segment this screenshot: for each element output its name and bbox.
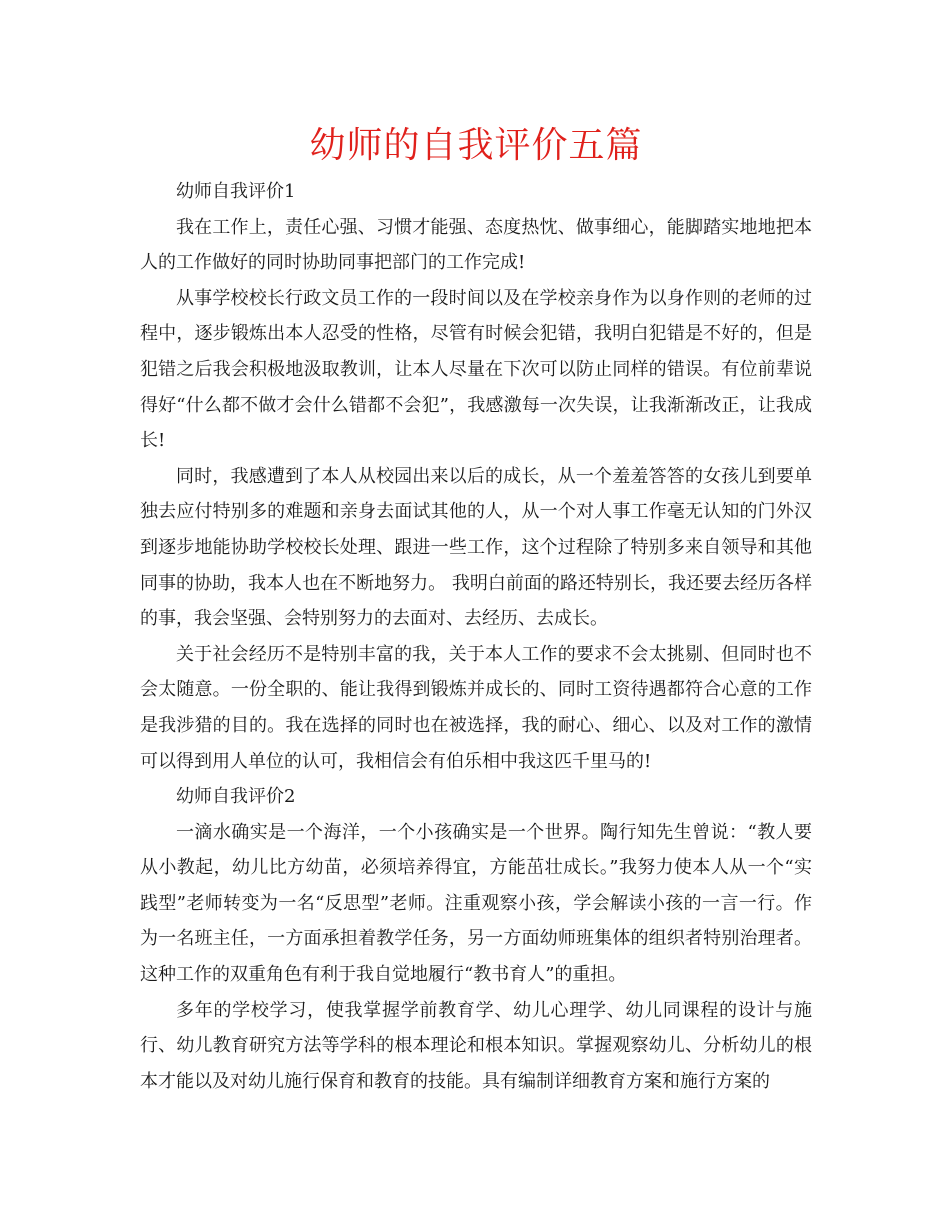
paragraph: 我在工作上，责任心强、习惯才能强、态度热忱、做事细心，能脚踏实地地把本人的工作做好的同时协助同事把部门的工作完成!: [140, 216, 812, 274]
paragraph: 同时，我感遭到了本人从校园出来以后的成长，从一个羞羞答答的女孩儿到要单独去应付特别多的难题和亲身去面试其他的人，从一个对人事工作毫无认知的门外汉到逐步地能协助学校校长处理、跟进一些工作，这个过程除了特别多来自领导和其他同事的协助，我本人也在不断地努力。 我明白前面的路还特别长，我还要去经历各样的事，我会坚强、会特别努力的去面对、去经历、去成长。: [140, 465, 812, 630]
paragraph: 一滴水确实是一个海洋，一个小孩确实是一个世界。陶行知先生曾说：“教人要从小教起，幼儿比方幼苗，必须培养得宜，方能茁壮成长。”我努力使本人从一个“实践型”老师转变为一名“反思型”老师。注重观察小孩，学会解读小孩的一言一行。作为一名班主任，一方面承担着教学任务，另一方面幼师班集体的组织者特别治理者。这种工作的双重角色有利于我自觉地履行“教书育人”的重担。: [140, 821, 812, 986]
paragraph: 从事学校校长行政文员工作的一段时间以及在学校亲身作为以身作则的老师的过程中，逐步锻炼出本人忍受的性格，尽管有时候会犯错，我明白犯错是不好的，但是犯错之后我会积极地汲取教训，让本人尽量在下次可以防止同样的错误。有位前辈说得好“什么都不做才会什么错都不会犯”，我感激每一次失误，让我渐渐改正，让我成长!: [140, 287, 812, 452]
section-1: [140, 174, 812, 779]
section-heading: 幼师自我评价2: [176, 786, 296, 808]
document-body: [140, 120, 812, 1099]
document-title: 幼师的自我评价五篇: [309, 125, 643, 166]
paragraph: 多年的学校学习，使我掌握学前教育学、幼儿心理学、幼儿同课程的设计与施行、幼儿教育研究方法等学科的根本理论和根本知识。掌握观察幼儿、分析幼儿的根本才能以及对幼儿施行保育和教育的技能。具有编制详细教育方案和施行方案的: [140, 999, 812, 1092]
section-heading: 幼师自我评价1: [176, 181, 296, 202]
section-2: [140, 779, 812, 1099]
paragraph: 关于社会经历不是特别丰富的我，关于本人工作的要求不会太挑剔、但同时也不会太随意。一份全职的、能让我得到锻炼并成长的、同时工资待遇都符合心意的工作是我涉猎的目的。我在选择的同时也在被选择，我的耐心、细心、以及对工作的激情可以得到用人单位的认可，我相信会有伯乐相中我这匹千里马的!: [140, 643, 812, 772]
